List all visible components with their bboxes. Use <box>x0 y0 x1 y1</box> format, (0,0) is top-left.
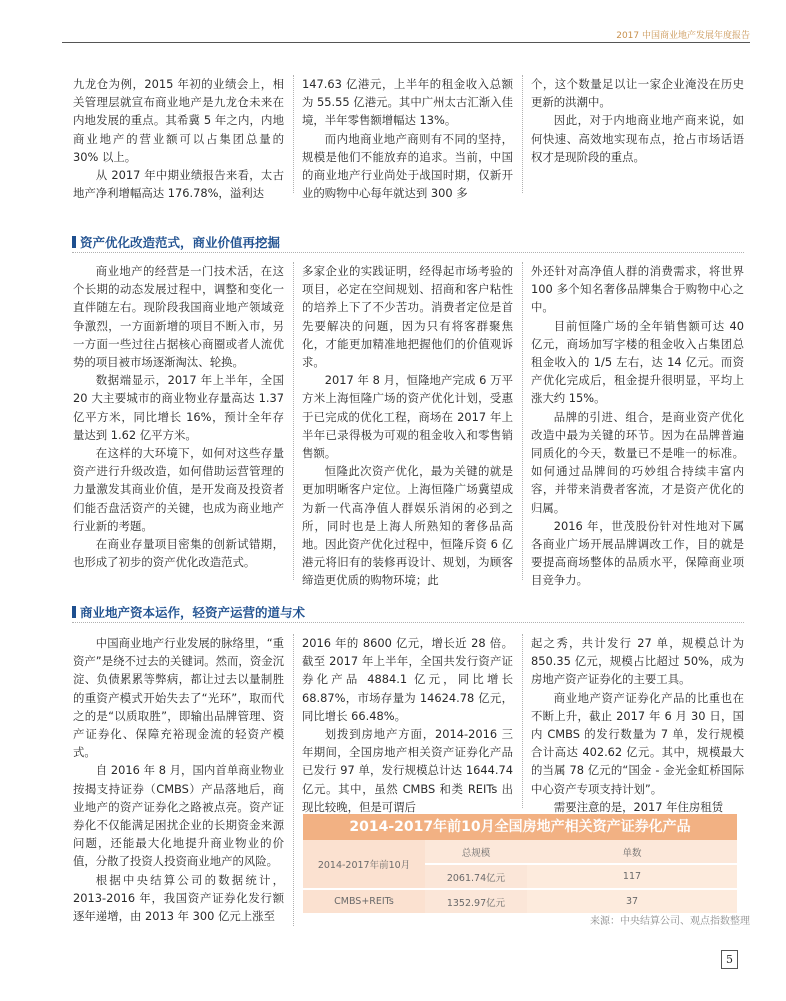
column-header: 总规模 <box>425 840 527 864</box>
section-heading-text: 商业地产资本运作，轻资产运营的道与术 <box>80 605 306 620</box>
paragraph: 品牌的引进、组合，是商业资产优化改造中最为关键的环节。因为在品牌普遍同质化的今天，数量已不是唯一的标准。如何通过品牌间的巧妙组合持续丰富内容，并带来消费者客流，才是资产优化的归属。 <box>531 409 744 515</box>
row-label: CMBS+REITs <box>303 889 425 914</box>
table-cell: 37 <box>527 889 737 914</box>
paragraph: 根据中央结算公司的数据统计，2013-2016 年，我国资产证券化发行额逐年递增，由 2013 年 300 亿元上涨至 <box>73 872 284 924</box>
top-column-1 <box>73 75 284 202</box>
heading-marker <box>72 236 76 248</box>
paragraph: 商业地产的经营是一门技术活，在这个长期的动态发展过程中，调整和变化一直伴随左右。现阶段我国商业地产领域竞争激烈，一方面新增的项目不断入市，另一方面一些过往占据核心商圈或者人流优势的项目被市场逐渐淘汰、轮换。 <box>73 264 284 370</box>
paragraph: 因此，对于内地商业地产商来说，如何快速、高效地实现布点，抢占市场话语权才是现阶段的重点。 <box>531 113 744 164</box>
top-column-2 <box>302 75 513 202</box>
column-divider <box>293 75 294 193</box>
column-divider <box>522 262 523 580</box>
table-grid <box>303 840 737 915</box>
section1-column-2 <box>302 262 513 590</box>
page-number: 5 <box>721 950 738 969</box>
paragraph: 起之秀，共计发行 27 单，规模总计为 850.35 亿元，规模占比超过 50%，成为房地产资产证券化的主要工具。 <box>531 636 744 687</box>
paragraph: 恒隆此次资产优化，最为关键的就是更加明晰客户定位。上海恒隆广场冀望成为新一代高净值人群娱乐消闲的必到之所，同时也是上海人所熟知的奢侈品高地。因此资产优化过程中，恒隆斥资 6 亿港元将旧有的装修再设计、规划，为顾客缔造更优质的购物环境；此 <box>302 464 513 588</box>
paragraph: 而内地商业地产商则有不同的坚持，规模是他们不能放弃的追求。当前，中国的商业地产行业尚处于战国时期，仅新开业的购物中心每年就达到 300 多 <box>302 131 513 201</box>
paragraph: 中国商业地产行业发展的脉络里，“重资产”是绕不过去的关键词。然而，资金沉淀、负债累累等弊病，都让过去以量制胜的重资产模式开始失去了“光环”，取而代之的是“以质取胜”，即输出品牌管理、资产证券化、保障充裕现金流的轻资产模式。 <box>73 636 284 760</box>
section-heading-text: 资产优化改造范式，商业价值再挖掘 <box>80 235 281 250</box>
table-source: 来源：中央结算公司、观点指数整理 <box>590 916 750 927</box>
table-cell: 2061.74亿元 <box>425 864 527 889</box>
table-cell: 1352.97亿元 <box>425 889 527 914</box>
column-divider <box>293 262 294 580</box>
paragraph: 外还针对高净值人群的消费需求，将世界 100 多个知名奢侈品牌集合于购物中心之中。 <box>531 264 744 315</box>
section1-column-3 <box>531 262 744 590</box>
paragraph: 目前恒隆广场的全年销售额可达 40 亿元，商场加写字楼的租金收入占集团总租金收入的 1/5 左右，达 14 亿元。而资产优化完成后，租金提升很明显，平均上涨大约 15%。 <box>531 318 744 406</box>
paragraph: 在商业存量项目密集的创新试错期，也形成了初步的资产优化改造范式。 <box>73 537 284 570</box>
section-rule <box>72 622 744 623</box>
section2-column-2 <box>302 634 513 816</box>
table-row <box>303 889 737 914</box>
column-header: 单数 <box>527 840 737 864</box>
paragraph: 数据端显示，2017 年上半年，全国 20 大主要城市的商业物业存量高达 1.37 亿平方米，同比增长 16%，预计全年存量达到 1.62 亿平方米。 <box>73 373 284 442</box>
paragraph: 2016 年的 8600 亿元，增长近 28 倍。截至 2017 年上半年，全国共发行资产证券化产品 4884.1 亿元，同比增长 68.87%，市场存量为 14624.78 亿元，同比增长 66.48%。 <box>302 636 513 723</box>
running-header: 2017 中国商业地产发展年度报告 <box>616 31 750 41</box>
securitization-table <box>303 814 737 915</box>
paragraph: 从 2017 年中期业绩报告来看，太古地产净利增幅高达 176.78%，溢利达 <box>73 168 284 201</box>
paragraph: 2016 年，世茂股份针对性地对下属各商业广场开展品牌调改工作，目的就是要提高商场整体的品质水平，保障商业项目竞争力。 <box>531 518 744 588</box>
row-label: 2014-2017年前10月 <box>303 840 425 889</box>
column-divider <box>293 634 294 926</box>
heading-marker <box>72 606 76 618</box>
paragraph: 划拨到房地产方面，2014-2016 三年期间，全国房地产相关资产证券化产品已发行 97 单，发行规模总计达 1644.74 亿元。其中，虽然 CMBS 和类 REITs 出现比较晚，但是可谓后 <box>302 727 513 814</box>
section-rule <box>72 252 744 253</box>
header-rule <box>62 42 750 43</box>
table-title: 2014-2017年前10月全国房地产相关资产证券化产品 <box>303 814 737 840</box>
column-divider <box>522 634 523 808</box>
paragraph: 多家企业的实践证明，经得起市场考验的项目，必定在空间规划、招商和客户粘性的培养上下了不少苦功。消费者定位是首先要解决的问题，因为只有将客群聚焦化，才能更加精准地把握他们的价值观诉求。 <box>302 264 513 370</box>
top-column-3 <box>531 75 744 166</box>
paragraph: 个，这个数量足以让一家企业淹没在历史更新的洪潮中。 <box>531 77 744 110</box>
section-heading <box>72 233 280 251</box>
paragraph: 2017 年 8 月，恒隆地产完成 6 万平方米上海恒隆广场的资产优化计划，受惠于已完成的优化工程，商场在 2017 年上半年已录得极为可观的租金收入和零售销售额。 <box>302 373 513 461</box>
paragraph: 需要注意的是，2017 年住房租赁 <box>553 799 724 814</box>
section-heading <box>72 603 305 621</box>
paragraph: 147.63 亿港元，上半年的租金收入总额为 55.55 亿港元。其中广州太古汇渐入佳境，半年零售额增幅达 13%。 <box>302 77 513 128</box>
paragraph: 在这样的大环境下，如何对这些存量资产进行升级改造，如何借助运营管理的力量激发其商业价值，是开发商及投资者们能否盘活资产的关键，也成为商业地产行业新的考题。 <box>73 446 284 533</box>
table-cell: 117 <box>527 864 737 889</box>
paragraph: 九龙仓为例，2015 年初的业绩会上，相关管理层就宣布商业地产是九龙仓未来在内地发展的重点。其希冀 5 年之内，内地商业地产的营业额可以占集团总量的 30% 以上。 <box>73 77 284 164</box>
section2-column-3 <box>531 634 744 816</box>
section1-column-1 <box>73 262 284 571</box>
table-row <box>303 840 737 864</box>
section2-column-1 <box>73 634 284 925</box>
paragraph: 自 2016 年 8 月，国内首单商业物业按揭支持证券（CMBS）产品落地后，商业地产的资产证券化之路被点亮。资产证券化不仅能满足困扰企业的长期资金来源问题，还能最大化地提升商业物业的价值，分散了投资人投资商业地产的风险。 <box>73 763 284 869</box>
paragraph: 商业地产资产证券化产品的比重也在不断上升，截止 2017 年 6 月 30 日，国内 CMBS 的发行数量为 7 单，发行规模合计高达 402.62 亿元。其中，规模最大的当属 78 亿元的“国金 - 金光金虹桥国际中心资产专项支持计划”。 <box>531 690 744 796</box>
column-divider <box>522 75 523 193</box>
